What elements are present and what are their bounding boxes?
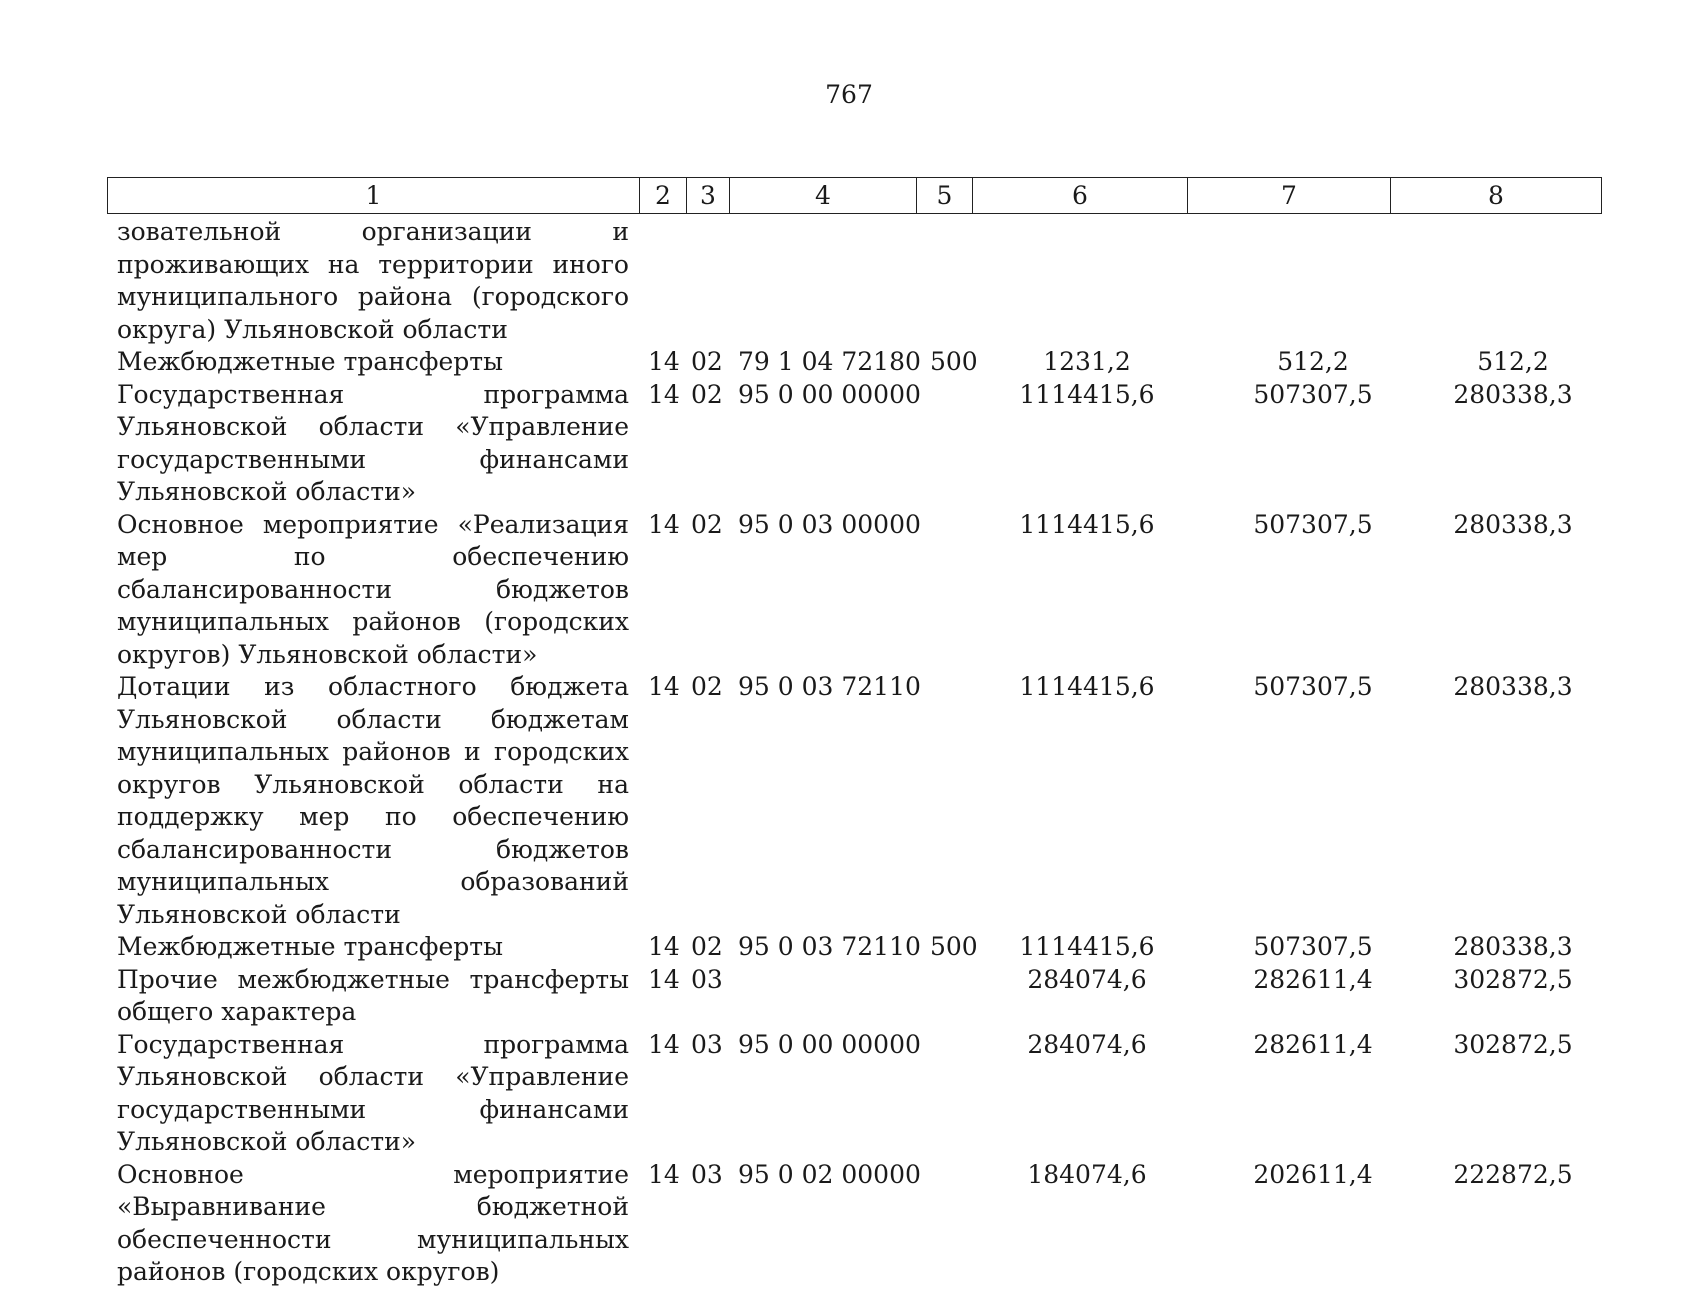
table-body [117, 216, 1601, 1289]
column-header-5: 5 [917, 178, 973, 214]
cell-section: 14 [648, 509, 680, 539]
cell-amount-6: 1114415,6 [1019, 672, 1155, 701]
cell-target-article: 95 0 03 72110 [738, 932, 921, 961]
cell-amount-7: 512,2 [1277, 347, 1349, 376]
cell-section: 14 [648, 379, 680, 409]
cell-amount-8: 280338,3 [1453, 672, 1573, 701]
cell-subsection: 02 [691, 932, 723, 961]
cell-target-article: 95 0 02 00000 [738, 1159, 921, 1189]
cell-section: 14 [648, 964, 680, 994]
column-header-1: 1 [108, 178, 640, 214]
cell-amount-6: 284074,6 [1027, 964, 1147, 994]
column-header-2: 2 [640, 178, 687, 214]
column-header-6: 6 [973, 178, 1188, 214]
cell-amount-8: 302872,5 [1453, 1029, 1573, 1059]
cell-amount-7: 507307,5 [1253, 509, 1373, 539]
cell-target-article: 79 1 04 72180 [738, 347, 921, 376]
row-name: Межбюджетные трансферты [117, 347, 504, 376]
cell-target-article: 95 0 00 00000 [738, 1029, 921, 1059]
cell-subsection: 03 [691, 1029, 723, 1059]
cell-subsection: 03 [691, 1159, 723, 1189]
column-header-8: 8 [1391, 178, 1602, 214]
table-row [117, 671, 1601, 931]
column-header-3: 3 [687, 178, 730, 214]
table-row [117, 379, 1601, 509]
cell-amount-7: 282611,4 [1253, 1029, 1373, 1059]
cell-section: 14 [648, 1029, 680, 1059]
cell-amount-6: 1114415,6 [1019, 379, 1155, 409]
cell-section: 14 [648, 672, 680, 701]
table-row [117, 509, 1601, 672]
cell-amount-6: 1114415,6 [1019, 509, 1155, 539]
cell-section: 14 [648, 932, 680, 961]
cell-amount-6: 1114415,6 [1019, 932, 1155, 961]
cell-expense-type: 500 [930, 932, 978, 961]
cell-subsection: 02 [691, 509, 723, 539]
table-row [117, 1159, 1601, 1289]
row-name: Основное мероприятие «Реализация мер по обеспечению сбалансированности бюджетов муниципальных районов (городских округов) Ульяновской области» [117, 509, 629, 669]
column-header-7: 7 [1188, 178, 1391, 214]
cell-amount-7: 507307,5 [1253, 379, 1373, 409]
cell-amount-8: 222872,5 [1453, 1159, 1573, 1189]
cell-amount-6: 284074,6 [1027, 1029, 1147, 1059]
cell-amount-8: 302872,5 [1453, 964, 1573, 994]
cell-target-article: 95 0 03 00000 [738, 509, 921, 539]
row-name: Дотации из областного бюджета Ульяновской области бюджетам муниципальных районов и городских округов Ульяновской области на поддержку мер по обеспечению сбалансированности бюджетов муниципальных образований Ульяновской области [117, 672, 629, 929]
cell-subsection: 03 [691, 964, 723, 994]
row-name: зовательной организации и проживающих на территории иного муниципального района (городского округа) Ульяновской области [117, 217, 629, 344]
cell-amount-8: 280338,3 [1453, 932, 1573, 961]
cell-amount-8: 280338,3 [1453, 509, 1573, 539]
cell-amount-8: 280338,3 [1453, 379, 1573, 409]
cell-amount-8: 512,2 [1477, 347, 1549, 376]
cell-subsection: 02 [691, 347, 723, 376]
cell-target-article: 95 0 03 72110 [738, 672, 921, 701]
table-row [117, 931, 1601, 964]
row-name: Государственная программа Ульяновской области «Управление государственными финансами Ульяновской области» [117, 379, 629, 506]
cell-amount-6: 184074,6 [1027, 1159, 1147, 1189]
column-header-row [108, 178, 1602, 214]
cell-amount-7: 507307,5 [1253, 932, 1373, 961]
cell-subsection: 02 [691, 672, 723, 701]
cell-amount-7: 202611,4 [1253, 1159, 1373, 1189]
table-row [117, 964, 1601, 1029]
cell-amount-7: 507307,5 [1253, 672, 1373, 701]
cell-target-article: 95 0 00 00000 [738, 379, 921, 409]
table-row [117, 216, 1601, 346]
table-row [117, 1029, 1601, 1159]
row-name: Государственная программа Ульяновской области «Управление государственными финансами Ульяновской области» [117, 1029, 629, 1156]
row-name: Прочие межбюджетные трансферты общего характера [117, 964, 629, 1026]
column-header-4: 4 [730, 178, 917, 214]
cell-subsection: 02 [691, 379, 723, 409]
column-header-table [107, 177, 1602, 214]
row-name: Межбюджетные трансферты [117, 932, 504, 961]
table-row [117, 346, 1601, 379]
cell-section: 14 [648, 347, 680, 376]
page-number: 767 [825, 80, 873, 109]
row-name: Основное мероприятие «Выравнивание бюджетной обеспеченности муниципальных районов (городских округов) [117, 1159, 629, 1286]
cell-amount-6: 1231,2 [1043, 347, 1131, 376]
cell-amount-7: 282611,4 [1253, 964, 1373, 994]
cell-expense-type: 500 [930, 347, 978, 376]
cell-section: 14 [648, 1159, 680, 1189]
